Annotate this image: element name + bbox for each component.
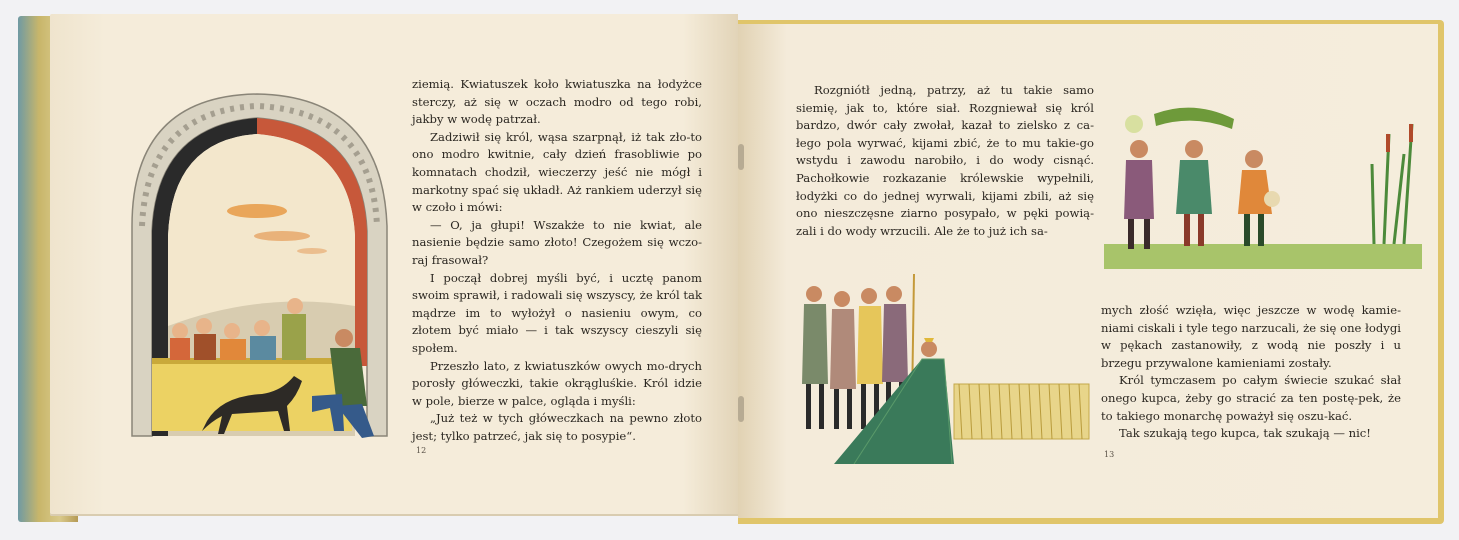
paragraph: — O, ja głupi! Wszakże to nie kwiat, ale nasienie będzie samo złoto! Czegożem się wczo-raj frasował?	[412, 217, 702, 267]
open-book	[18, 14, 1446, 526]
workers-illustration	[1104, 94, 1424, 274]
binding-hole	[738, 144, 744, 170]
paragraph: Tak szukają tego kupca, tak szukają — nic!	[1119, 426, 1371, 441]
paragraph: „Już też w tych główeczkach na pewno złoto jest; tylko patrzeć, jak się to posypie“.	[412, 411, 702, 443]
paragraph: Zadziwił się król, wąsa szarpnął, iż tak zło-to ono modro kwitnie, cały dzień frasobliwie po komnatach chodził, wieczerzy jeść nie mógł i markotny spać się układł. Aż rankiem uderzył się w czoło i mówi:	[412, 129, 702, 215]
paragraph: I począł dobrej myśli być, i ucztę panom swoim sprawił, i radowali się wszyscy, że król tak mądrze im to wyłożył o nasieniu owym, co złotem być miało — i tak wszyscy cieszyli się społem.	[412, 270, 702, 355]
page-number: 13	[1104, 450, 1115, 459]
right-page	[738, 24, 1438, 518]
paragraph: ziemią. Kwiatuszek koło kwiatuszka na łodyżce sterczy, aż się w oczach modro od tego robi, jakby w wodę patrzał.	[412, 77, 702, 127]
page-number: 12	[416, 446, 427, 455]
right-page-text-bottom	[1101, 302, 1401, 443]
paragraph: Król tymczasem po całym świecie szukać słał onego kupca, żeby go stracić za ten postę-pek, że to takiego monarchę poważył się oszu-kać.	[1101, 373, 1401, 423]
king-court-illustration	[794, 264, 1094, 464]
binding-hole	[738, 396, 744, 422]
feast-illustration	[112, 76, 412, 446]
paragraph: mych złość wzięła, więc jeszcze w wodę kamie-niami ciskali i tyle tego narzucali, że się one łodygi w pękach zastanowiły, z wodą nie poszły i u brzegu przywalone kamieniami zostały.	[1101, 303, 1401, 370]
left-page-text	[412, 76, 702, 445]
left-page	[50, 14, 738, 516]
paragraph: Rozgniótł jedną, patrzy, aż tu takie samo siemię, jak to, które siał. Rozgniewał się król bardzo, dwór cały zwołał, kazał to zielsko z ca-łego pola wyrwać, kijami zbić, że to mu takie-go wstydu i zawodu narobiło, i do wody cisnąć. Pachołkowie rozkazanie królewskie wypełnili, łodyżki co do jednej wyrwali, kijami zbili, aż się ono nieszczęsne ziarno posypało, w pęki powią-zali i do wody wrzucili. Ale że to już ich sa-	[796, 83, 1094, 238]
paragraph: Przeszło lato, z kwiatuszków owych mo-drych porosły główeczki, takie okrągluśkie. Król idzie w pole, bierze w palce, ogląda i myśli:	[412, 358, 702, 408]
right-page-text-top	[796, 82, 1094, 240]
